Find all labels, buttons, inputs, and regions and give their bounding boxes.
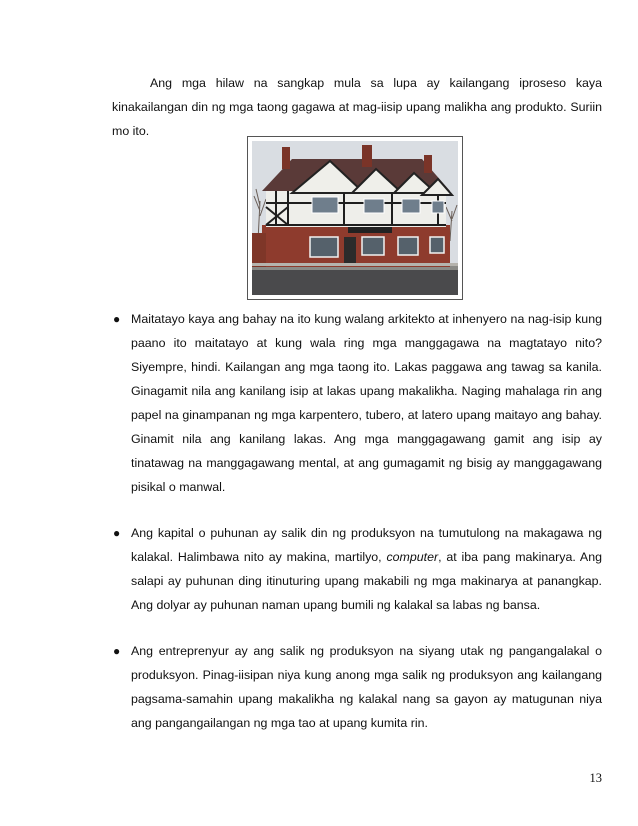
bullet-icon: ● [113,644,121,658]
bullet-text: Maitatayo kaya ang bahay na ito kung walang arkitekto at inhenyero na nag-isip kung paano ito maitatayo at kung wala ring mga manggagawa na magtatayo nito? Siyempre, hindi. Kailangan ang mga taong ito. Lakas paggawa ang tawag sa kanila. Ginagamit nila ang kanilang isip at lakas upang makalikha. Naging mahalaga rin ang papel na ginampanan ng mga karpentero, tubero, at latero upang maitayo ang bahay. Ginamit nila ang kanilang lakas. Ang mga manggagawang gamit ang isip ay tinatawag na manggagawang mental, at ang gumagamit ng bisig ay manggagawang pisikal o manwal. [131,312,602,494]
bullet-text: Ang entreprenyur ay ang salik ng produksyon na siyang utak ng pangangalakal o produksyon. Pinag-iisipan niya kung anong mga salik ng produksyon ang kailangang pagsama-samahin upang makalikha ng kalakal nang sa gayon ay matugunan niya ang pangangailangan ng mga tao at upang kumita rin. [131,644,602,730]
bullet-text [131,521,602,617]
intro-paragraph: Ang mga hilaw na sangkap mula sa lupa ay kailangang iproseso kaya kinakailangan din ng mga taong gagawa at mag-iisip upang malikha ang produkto. Suriin mo ito. [112,76,602,138]
house-photo [247,136,463,300]
bullet-text-italic: computer [386,550,439,564]
list-item [112,307,602,499]
list-item [112,521,602,617]
bullet-list [112,307,602,735]
bullet-icon: ● [113,312,121,326]
list-item [112,639,602,735]
tudor-house-photo-icon [252,141,458,295]
bullet-text-part: , at iba pang makinarya. Ang salapi ay puhunan ding itinuturing upang makabili ng mga makinarya at panangkap. Ang dolyar ay puhunan naman upang bumili ng kalakal sa labas ng bansa. [131,550,602,612]
page-number: 13 [589,771,602,785]
bullet-icon: ● [113,526,121,540]
bullet-text-part: Ang kapital o puhunan ay salik din ng produksyon na tumutulong na makagawa ng kalakal. Halimbawa nito ay makina, martilyo, [131,526,602,564]
